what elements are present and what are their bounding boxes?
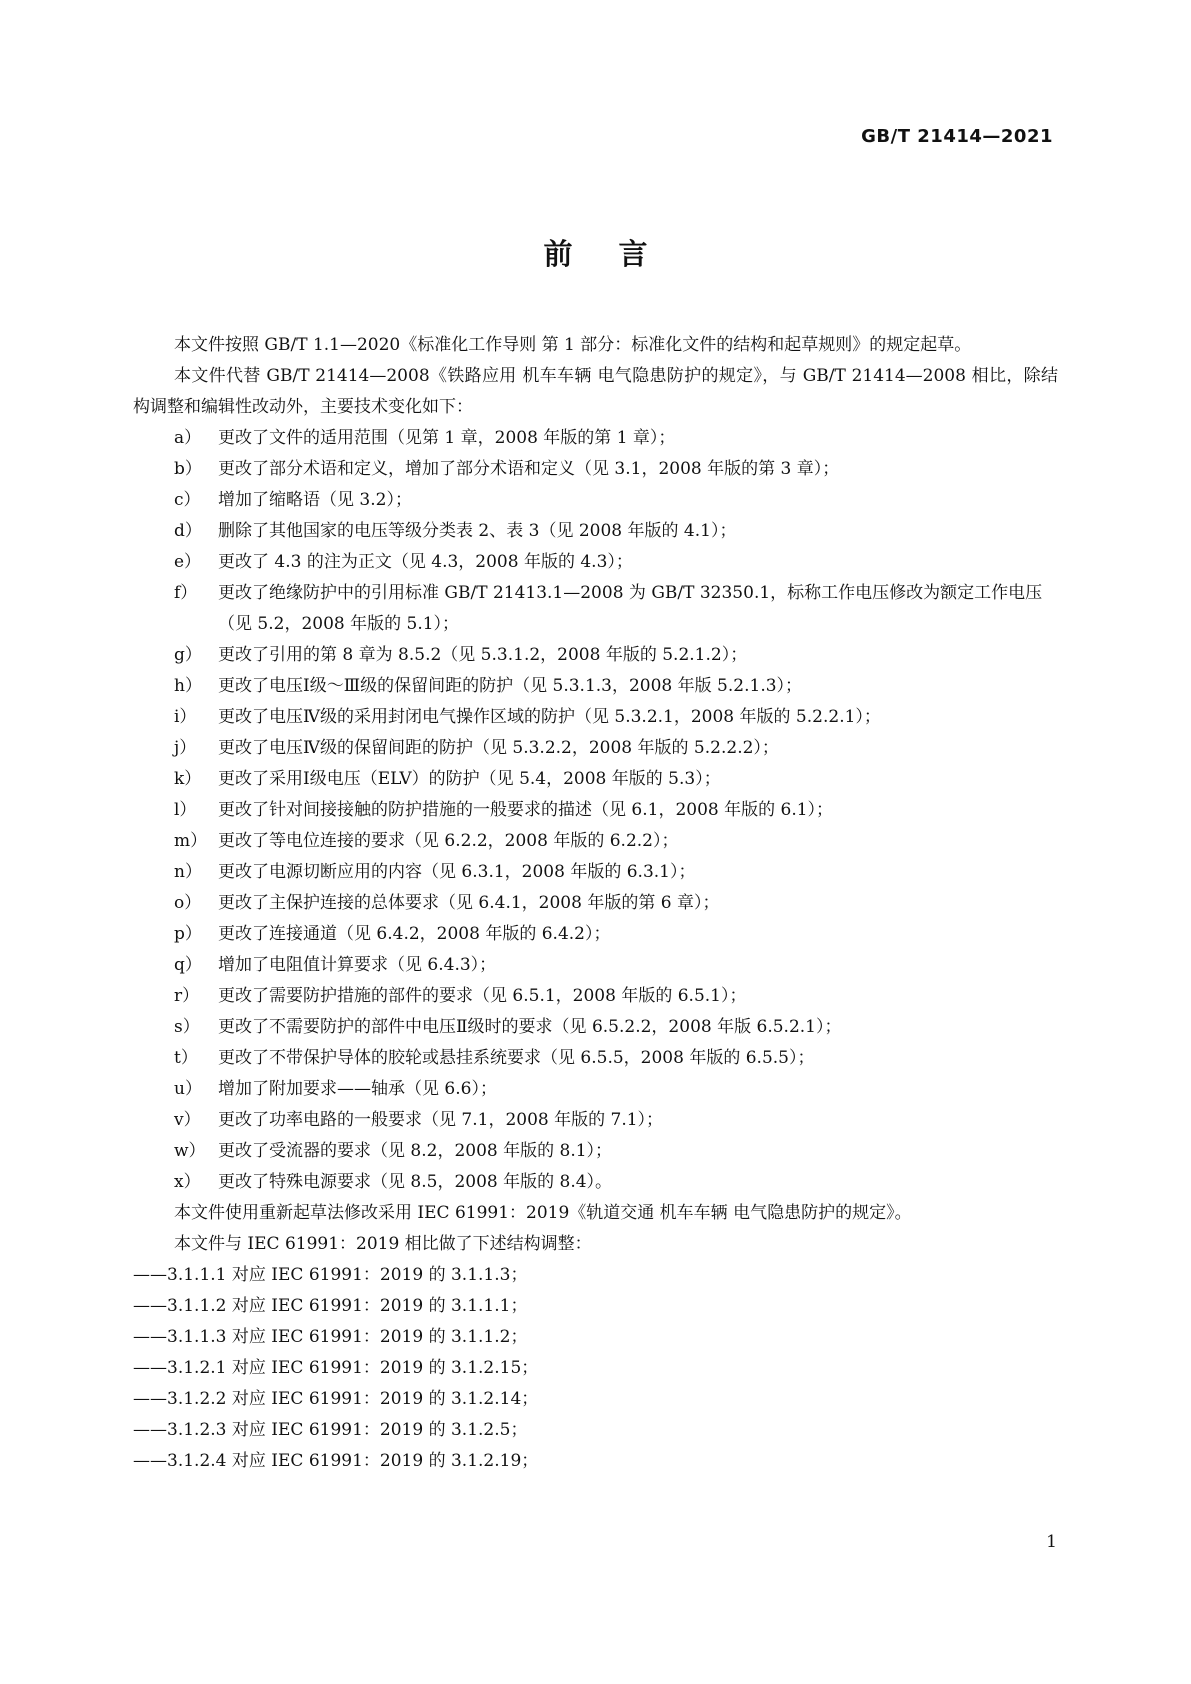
structure-changes-list (133, 1260, 1058, 1477)
list-item-marker: o） (174, 893, 202, 913)
list-item-text: 更改了主保护连接的总体要求（见 6.4.1，2008 年版的第 6 章）； (218, 893, 720, 913)
list-item-text: 更改了电压Ⅳ级的采用封闭电气操作区域的防护（见 5.3.2.1，2008 年版的 5.2.2.1）； (218, 707, 881, 727)
foreword-body (133, 330, 1058, 1477)
list-item-text: 更改了采用Ⅰ级电压（ELV）的防护（见 5.4，2008 年版的 5.3）； (218, 769, 721, 789)
list-item-marker: l） (174, 800, 197, 820)
list-item-marker: w） (174, 1141, 206, 1161)
list-item (174, 857, 1058, 888)
list-item-text: 更改了文件的适用范围（见第 1 章，2008 年版的第 1 章）； (218, 428, 676, 448)
list-item-marker: q） (174, 955, 202, 975)
list-item-text: 更改了引用的第 8 章为 8.5.2（见 5.3.1.2，2008 年版的 5.2.1.2）； (218, 645, 748, 665)
list-item (174, 516, 1058, 547)
list-item (174, 1136, 1058, 1167)
dash-list-item: ——3.1.1.2 对应 IEC 61991：2019 的 3.1.1.1； (133, 1296, 528, 1316)
list-item (174, 640, 1058, 671)
list-item (174, 1167, 1058, 1198)
list-item-text: 更改了针对间接接触的防护措施的一般要求的描述（见 6.1，2008 年版的 6.1）； (218, 800, 834, 820)
dash-list-item: ——3.1.1.3 对应 IEC 61991：2019 的 3.1.1.2； (133, 1327, 528, 1347)
list-item-text: 更改了电压Ⅳ级的保留间距的防护（见 5.3.2.2，2008 年版的 5.2.2.2）； (218, 738, 779, 758)
list-item-text: 更改了连接通道（见 6.4.2，2008 年版的 6.4.2）； (218, 924, 611, 944)
list-item (174, 423, 1058, 454)
list-item-text: 更改了电源切断应用的内容（见 6.3.1，2008 年版的 6.3.1）； (218, 862, 696, 882)
dash-list-item: ——3.1.2.1 对应 IEC 61991：2019 的 3.1.2.15； (133, 1358, 539, 1378)
dash-list-item: ——3.1.2.2 对应 IEC 61991：2019 的 3.1.2.14； (133, 1389, 539, 1409)
list-item-text: 增加了缩略语（见 3.2）； (218, 490, 412, 510)
list-item-marker: r） (174, 986, 200, 1006)
list-item-text: 更改了受流器的要求（见 8.2，2008 年版的 8.1）； (218, 1141, 613, 1161)
list-item-text: 更改了功率电路的一般要求（见 7.1，2008 年版的 7.1）； (218, 1110, 664, 1130)
list-item-marker: h） (174, 676, 202, 696)
list-item-marker: j） (174, 738, 197, 758)
technical-changes-list (133, 423, 1058, 1198)
list-item (174, 826, 1058, 857)
list-item-text: 删除了其他国家的电压等级分类表 2、表 3（见 2008 年版的 4.1）； (218, 521, 737, 541)
list-item-marker: n） (174, 862, 202, 882)
list-item-text: 更改了需要防护措施的部件的要求（见 6.5.1，2008 年版的 6.5.1）； (218, 986, 747, 1006)
list-item (174, 795, 1058, 826)
list-item-text: 更改了不需要防护的部件中电压Ⅱ级时的要求（见 6.5.2.2，2008 年版 6.5.2.1）； (218, 1017, 842, 1037)
list-item (174, 671, 1058, 702)
list-item-text: 增加了附加要求——轴承（见 6.6）； (218, 1079, 497, 1099)
list-item (174, 1074, 1058, 1105)
list-item-text: 更改了 4.3 的注为正文（见 4.3，2008 年版的 4.3）； (218, 552, 633, 572)
list-item-marker: a） (174, 428, 202, 448)
list-item-marker: b） (174, 459, 202, 479)
list-item-text: 更改了绝缘防护中的引用标准 GB/T 21413.1—2008 为 GB/T 32350.1，标称工作电压修改为额定工作电压（见 5.2，2008 年版的 5.1）； (218, 583, 1043, 634)
list-item-text: 增加了电阻值计算要求（见 6.4.3）； (218, 955, 497, 975)
list-item-marker: i） (174, 707, 197, 727)
list-item-marker: f） (174, 583, 198, 603)
list-item (174, 981, 1058, 1012)
list-item-marker: m） (174, 831, 208, 851)
list-item-text: 更改了等电位连接的要求（见 6.2.2，2008 年版的 6.2.2）； (218, 831, 679, 851)
list-item (174, 1105, 1058, 1136)
list-item (174, 1043, 1058, 1074)
page-number: 1 (1046, 1532, 1057, 1552)
list-item-marker: e） (174, 552, 202, 572)
list-item-marker: s） (174, 1017, 200, 1037)
list-item-marker: p） (174, 924, 202, 944)
dash-list-item: ——3.1.2.3 对应 IEC 61991：2019 的 3.1.2.5； (133, 1420, 528, 1440)
list-item (174, 578, 1058, 640)
list-item-text: 更改了电压Ⅰ级～Ⅲ级的保留间距的防护（见 5.3.1.3，2008 年版 5.2.1.3）； (218, 676, 803, 696)
list-item-text: 更改了部分术语和定义，增加了部分术语和定义（见 3.1，2008 年版的第 3 章）； (218, 459, 840, 479)
dash-list-item: ——3.1.1.1 对应 IEC 61991：2019 的 3.1.1.3； (133, 1265, 528, 1285)
dash-list-item: ——3.1.2.4 对应 IEC 61991：2019 的 3.1.2.19； (133, 1451, 539, 1471)
list-item (174, 485, 1058, 516)
list-item-marker: x） (174, 1172, 201, 1192)
list-item (174, 454, 1058, 485)
list-item (174, 764, 1058, 795)
page-title: 前言 (543, 237, 694, 271)
list-item-marker: g） (174, 645, 202, 665)
list-item (174, 919, 1058, 950)
adoption-paragraph: 本文件使用重新起草法修改采用 IEC 61991：2019《轨道交通 机车车辆 电气隐患防护的规定》。 (174, 1203, 912, 1223)
standard-code-header: GB/T 21414—2021 (861, 126, 1053, 147)
list-item-marker: c） (174, 490, 201, 510)
list-item-text: 更改了特殊电源要求（见 8.5，2008 年版的 8.4）。 (218, 1172, 613, 1192)
list-item-marker: k） (174, 769, 202, 789)
list-item (174, 950, 1058, 981)
list-item-marker: u） (174, 1079, 202, 1099)
list-item-marker: t） (174, 1048, 198, 1068)
structure-adjustment-intro: 本文件与 IEC 61991：2019 相比做了下述结构调整： (174, 1234, 592, 1254)
drafting-rules-paragraph: 本文件按照 GB/T 1.1—2020《标准化工作导则 第 1 部分：标准化文件的结构和起草规则》的规定起草。 (174, 335, 972, 355)
list-item-text: 更改了不带保护导体的胶轮或悬挂系统要求（见 6.5.5，2008 年版的 6.5.5）； (218, 1048, 815, 1068)
list-item-marker: d） (174, 521, 202, 541)
list-item (174, 888, 1058, 919)
list-item (174, 547, 1058, 578)
list-item (174, 1012, 1058, 1043)
list-item (174, 702, 1058, 733)
list-item-marker: v） (174, 1110, 201, 1130)
replacement-paragraph: 本文件代替 GB/T 21414—2008《铁路应用 机车车辆 电气隐患防护的规定》，与 GB/T 21414—2008 相比，除结构调整和编辑性改动外，主要技术变化如下： (133, 366, 1058, 417)
list-item (174, 733, 1058, 764)
